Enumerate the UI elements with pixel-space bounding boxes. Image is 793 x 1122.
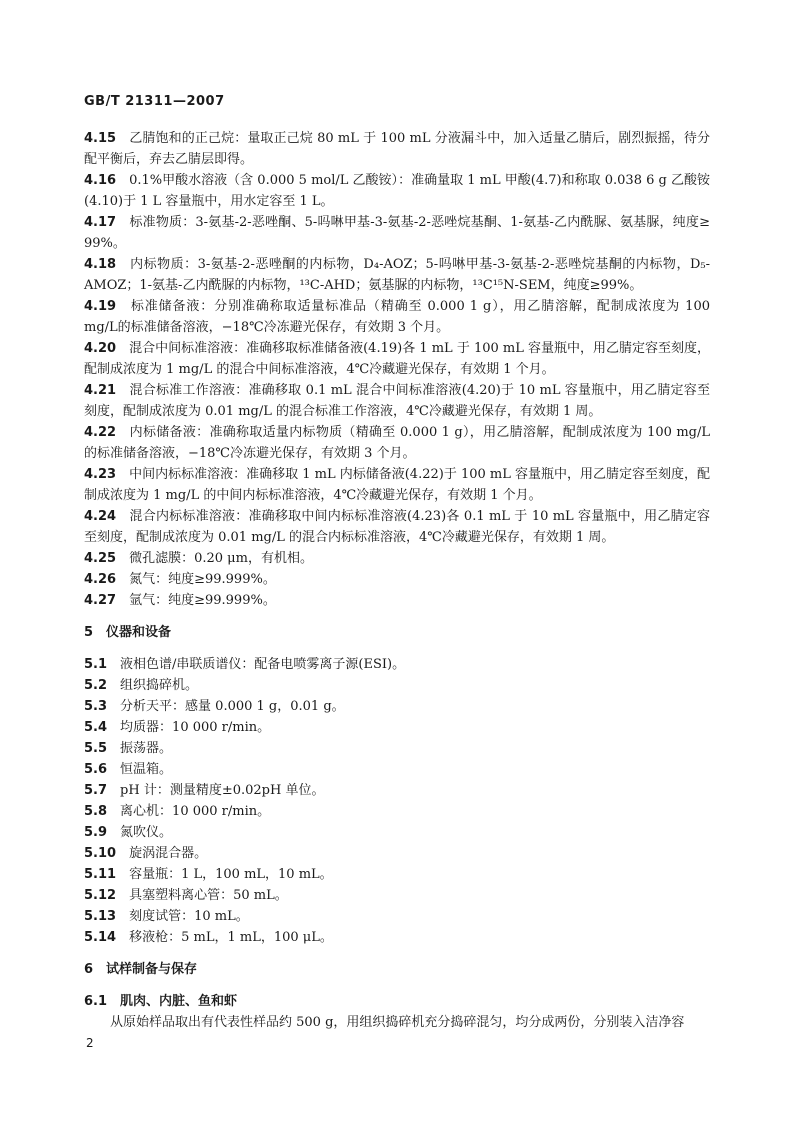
clause-item (84, 906, 710, 927)
clause-item (84, 569, 710, 590)
clause-item (84, 717, 710, 738)
clause-item (84, 422, 710, 464)
clause-item (84, 696, 710, 717)
clause-number: 4.19 (84, 299, 117, 314)
clause-item (84, 464, 710, 506)
page-number: 2 (86, 1036, 94, 1050)
clause-item (84, 675, 710, 696)
clause-item (84, 759, 710, 780)
clause-text: 氮吹仪。 (120, 825, 173, 840)
clause-item (84, 128, 710, 170)
section-6-1-heading: 6.1 肌肉、内脏、鱼和虾 (84, 994, 238, 1009)
clause-number: 5.11 (84, 867, 117, 882)
clause-item (84, 254, 710, 296)
clause-text: 混合标准工作溶液：准确移取 0.1 mL 混合中间标准溶液(4.20)于 10 mL 容量瓶中，用乙腈定容至刻度，配制成浓度为 0.01 mg/L 的混合标准工作溶液，4℃冷藏避光保存，有效期 1 周。 (84, 383, 710, 419)
clause-number: 5.10 (84, 846, 117, 861)
clause-item (84, 380, 710, 422)
clause-item (84, 885, 710, 906)
clause-item (84, 780, 710, 801)
clause-item (84, 506, 710, 548)
clause-text: 均质器：10 000 r/min。 (120, 720, 271, 735)
clause-item (84, 590, 710, 611)
clause-number: 4.24 (84, 509, 117, 524)
clause-text: 容量瓶：1 L，100 mL，10 mL。 (129, 867, 333, 882)
clause-item (84, 843, 710, 864)
section-5-items (84, 654, 710, 948)
clause-text: 内标物质：3-氨基-2-恶唑酮的内标物，D₄-AOZ；5-吗啉甲基-3-氨基-2-恶唑烷基酮的内标物，D₅-AMOZ；1-氨基-乙内酰脲的内标物，¹³C-AHD；氨基脲的内标物，¹³C¹⁵N-SEM，纯度≥99%。 (84, 257, 710, 293)
clause-text: 混合内标标准溶液：准确移取中间内标标准溶液(4.23)各 0.1 mL 于 10 mL 容量瓶中，用乙腈定容至刻度，配制成浓度为 0.01 mg/L 的混合内标标准溶液，4℃冷藏避光保存，有效期 1 周。 (84, 509, 710, 545)
clause-number: 5.8 (84, 804, 108, 819)
clause-text: 中间内标标准溶液：准确移取 1 mL 内标储备液(4.22)于 100 mL 容量瓶中，用乙腈定容至刻度，配制成浓度为 1 mg/L 的中间内标标准溶液，4℃冷藏避光保存，有效期 1 个月。 (84, 467, 710, 503)
clause-item (84, 654, 710, 675)
clause-text: 组织捣碎机。 (120, 678, 199, 693)
clause-text: 刻度试管：10 mL。 (129, 909, 249, 924)
clause-text: 分析天平：感量 0.000 1 g，0.01 g。 (120, 699, 345, 714)
clause-text: 具塞塑料离心管：50 mL。 (129, 888, 288, 903)
clause-text: 恒温箱。 (120, 762, 173, 777)
clause-number: 4.21 (84, 383, 117, 398)
clause-item (84, 338, 710, 380)
clause-number: 5.5 (84, 741, 108, 756)
clause-text: 旋涡混合器。 (129, 846, 208, 861)
clause-number: 5.1 (84, 657, 108, 672)
clause-text: 移液枪：5 mL，1 mL，100 μL。 (129, 930, 333, 945)
clause-number: 5.6 (84, 762, 108, 777)
clause-item (84, 170, 710, 212)
clause-number: 4.16 (84, 173, 117, 188)
clause-text: 乙腈饱和的正己烷：量取正己烷 80 mL 于 100 mL 分液漏斗中，加入适量乙腈后，剧烈振摇，待分配平衡后，弃去乙腈层即得。 (84, 131, 710, 167)
clause-number: 5.13 (84, 909, 117, 924)
clause-item (84, 864, 710, 885)
clause-number: 4.15 (84, 131, 117, 146)
clause-number: 5.9 (84, 825, 108, 840)
clause-item (84, 548, 710, 569)
clause-number: 5.4 (84, 720, 108, 735)
clause-number: 5.14 (84, 930, 117, 945)
clause-text: 液相色谱/串联质谱仪：配备电喷雾离子源(ESI)。 (120, 657, 406, 672)
clause-text: pH 计：测量精度±0.02pH 单位。 (120, 783, 325, 798)
clause-number: 4.26 (84, 572, 117, 587)
section-6-heading: 6 试样制备与保存 (84, 962, 198, 977)
clause-text: 氩气：纯度≥99.999%。 (129, 593, 276, 608)
clause-item (84, 822, 710, 843)
standard-code: GB/T 21311—2007 (84, 94, 225, 109)
clause-number: 5.3 (84, 699, 108, 714)
clause-number: 5.2 (84, 678, 108, 693)
clause-item (84, 296, 710, 338)
clause-number: 4.25 (84, 551, 117, 566)
clause-number: 4.18 (84, 257, 117, 272)
clause-text: 内标储备液：准确称取适量内标物质（精确至 0.000 1 g），用乙腈溶解，配制成浓度为 100 mg/L 的标准储备溶液，−18℃冷冻避光保存，有效期 3 个月。 (84, 425, 710, 461)
section-5-heading: 5 仪器和设备 (84, 625, 172, 640)
clause-item (84, 738, 710, 759)
clause-number: 5.12 (84, 888, 117, 903)
clause-number: 4.22 (84, 425, 117, 440)
clause-item (84, 927, 710, 948)
clause-text: 离心机：10 000 r/min。 (120, 804, 271, 819)
clause-number: 5.7 (84, 783, 108, 798)
clause-number: 4.23 (84, 467, 117, 482)
clause-text: 0.1%甲酸水溶液（含 0.000 5 mol/L 乙酸铵）：准确量取 1 mL 甲酸(4.7)和称取 0.038 6 g 乙酸铵(4.10)于 1 L 容量瓶中，用水定容至 1 L。 (84, 173, 710, 209)
clause-number: 4.20 (84, 341, 117, 356)
document-body (84, 128, 710, 1033)
section-4-items (84, 128, 710, 611)
clause-text: 微孔滤膜：0.20 μm，有机相。 (129, 551, 313, 566)
clause-text: 氮气：纯度≥99.999%。 (129, 572, 276, 587)
clause-text: 标准物质：3-氨基-2-恶唑酮、5-吗啉甲基-3-氨基-2-恶唑烷基酮、1-氨基-乙内酰脲、氨基脲，纯度≥ 99%。 (84, 215, 710, 251)
clause-text: 振荡器。 (120, 741, 173, 756)
clause-text: 混合中间标准溶液：准确移取标准储备液(4.19)各 1 mL 于 100 mL 容量瓶中，用乙腈定容至刻度，配制成浓度为 1 mg/L 的混合中间标准溶液，4℃冷藏避光保存，有效期 1 个月。 (84, 341, 710, 377)
section-6-1-body: 从原始样品取出有代表性样品约 500 g，用组织捣碎机充分捣碎混匀，均分成两份，分别装入洁净容 (110, 1015, 685, 1030)
clause-item (84, 801, 710, 822)
clause-item (84, 212, 710, 254)
clause-number: 4.27 (84, 593, 117, 608)
clause-number: 4.17 (84, 215, 117, 230)
clause-text: 标准储备液：分别准确称取适量标准品（精确至 0.000 1 g），用乙腈溶解，配制成浓度为 100 mg/L的标准储备溶液，−18℃冷冻避光保存，有效期 3 个月。 (84, 299, 710, 335)
